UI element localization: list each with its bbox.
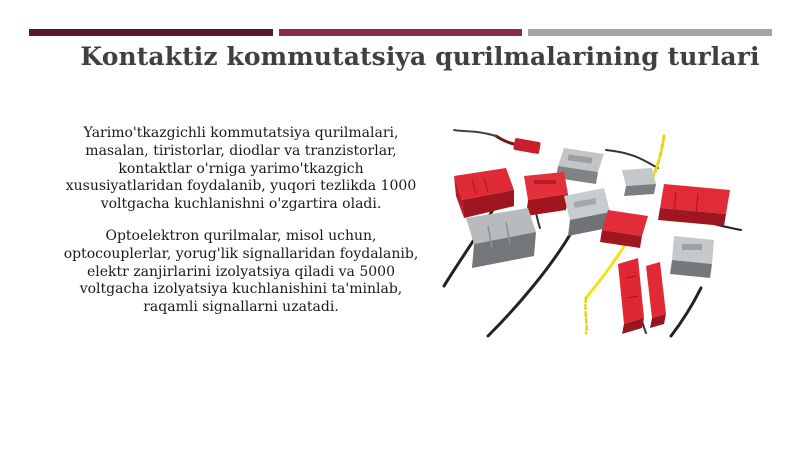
red-sensor-bottom	[618, 258, 666, 334]
red-sensor-center	[524, 172, 568, 216]
paragraph-semiconductor: Yarimo'tkazgichli kommutatsiya qurilmalari, masalan, tiristorlar, diodlar va tranzistorlar, kontaktlar o'rniga yarimo'tkazgich xususiyatlaridan foydalanib, yuqori tezlikda 1000 voltgacha kuchlanishni o'zgartira oladi.	[65, 125, 417, 213]
header-bar-right	[528, 29, 772, 36]
red-sensor-right	[658, 184, 730, 226]
steel-sensor-small	[622, 168, 656, 196]
paragraph-optoelectronic: Optoelektron qurilmalar, misol uchun, optocouplerlar, yorug'lik signallaridan foydalanib, elektr zanjirlarini izolyatsiya qiladi va 5000 voltgacha izolyatsiya kuchlanishini ta'minlab, raqamli signallarni uzatadi.	[63, 227, 419, 316]
contactless-switches-photo	[436, 128, 748, 342]
red-sensor-left	[454, 168, 514, 218]
red-sensor-small-center	[600, 210, 648, 248]
header-bar-left	[29, 29, 273, 36]
steel-sensor-left	[466, 208, 536, 268]
slide-title: Kontaktiz kommutatsiya qurilmalarining turlari	[80, 42, 760, 71]
body-text	[60, 125, 422, 331]
steel-sensor-right	[670, 236, 714, 278]
red-sensor-small	[513, 138, 541, 154]
header-bar-middle	[279, 29, 522, 36]
